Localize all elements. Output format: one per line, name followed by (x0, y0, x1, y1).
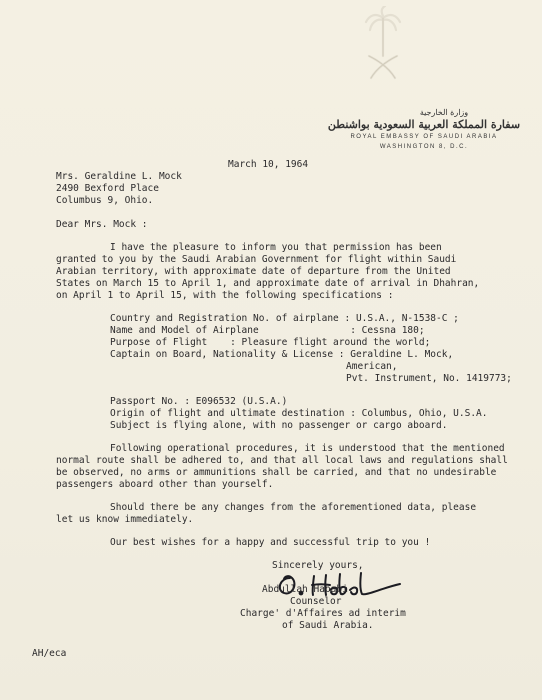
spec-registration: Country and Registration No. of airplane : U.S.A., N-1538-C ; (110, 313, 459, 324)
spec-license: Pvt. Instrument, No. 1419773; (346, 373, 512, 384)
reference-initials: AH/eca (32, 648, 67, 659)
recipient-city: Columbus 9, Ohio. (56, 195, 154, 206)
recipient-street: 2490 Bexford Place (56, 183, 159, 194)
spec-captain: Captain on Board, Nationality & License : Geraldine L. Mock, (110, 349, 454, 360)
salutation: Dear Mrs. Mock : (56, 219, 148, 230)
spec-nationality: American, (346, 361, 398, 372)
passport-number: Passport No. : E096532 (U.S.A.) (110, 396, 288, 407)
paragraph-1-line: I have the pleasure to inform you that permission has been (110, 242, 442, 253)
spec-airplane-model: Name and Model of Airplane : Cessna 180; (110, 325, 425, 336)
recipient-name: Mrs. Geraldine L. Mock (56, 171, 182, 182)
spec-purpose: Purpose of Flight : Pleasure flight around the world; (110, 337, 431, 348)
flight-origin-destination: Origin of flight and ultimate destination : Columbus, Ohio, U.S.A. (110, 408, 488, 419)
letterhead-arabic-ministry: وزارة الخارجية (419, 108, 469, 117)
letterhead-city: WASHINGTON 8, D.C. (379, 144, 469, 150)
paragraph-2-line: be observed, no arms or ammunitions shall be carried, and that no undesirable (56, 467, 497, 478)
signer-role: Charge' d'Affaires ad interim (240, 608, 406, 619)
signer-title: Counselor (290, 596, 342, 607)
signer-name: Abdullah Hababi (262, 584, 348, 595)
paragraph-1-line: States on March 15 to April 1, and approximate date of arrival in Dhahran, (56, 278, 480, 289)
letter-date: March 10, 1964 (228, 159, 309, 170)
paragraph-3-line: let us know immediately. (56, 514, 194, 525)
signer-country: of Saudi Arabia. (282, 620, 374, 631)
paragraph-3-line: Should there be any changes from the aforementioned data, please (110, 502, 477, 513)
paragraph-2-line: passengers aboard other than yourself. (56, 479, 274, 490)
paragraph-1-line: Arabian territory, with approximate date of departure from the United (56, 266, 451, 277)
flight-occupancy: Subject is flying alone, with no passenger or cargo aboard. (110, 420, 448, 431)
saudi-emblem-icon (363, 6, 403, 86)
paragraph-1-line: on April 1 to April 15, with the following specifications : (56, 290, 394, 301)
paragraph-2-line: normal route shall be adhered to, and that all local laws and regulations shall (56, 455, 508, 466)
paragraph-1-line: granted to you by the Saudi Arabian Government for flight within Saudi (56, 254, 457, 265)
closing: Sincerely yours, (272, 560, 364, 571)
letterhead-arabic-embassy: سفارة المملكة العربية السعودية بواشنطن (327, 118, 521, 131)
letterhead (318, 108, 530, 152)
letterhead-embassy-name: ROYAL EMBASSY OF SAUDI ARABIA (350, 134, 498, 140)
best-wishes: Our best wishes for a happy and successful trip to you ! (110, 537, 431, 548)
paragraph-2-line: Following operational procedures, it is understood that the mentioned (110, 443, 505, 454)
